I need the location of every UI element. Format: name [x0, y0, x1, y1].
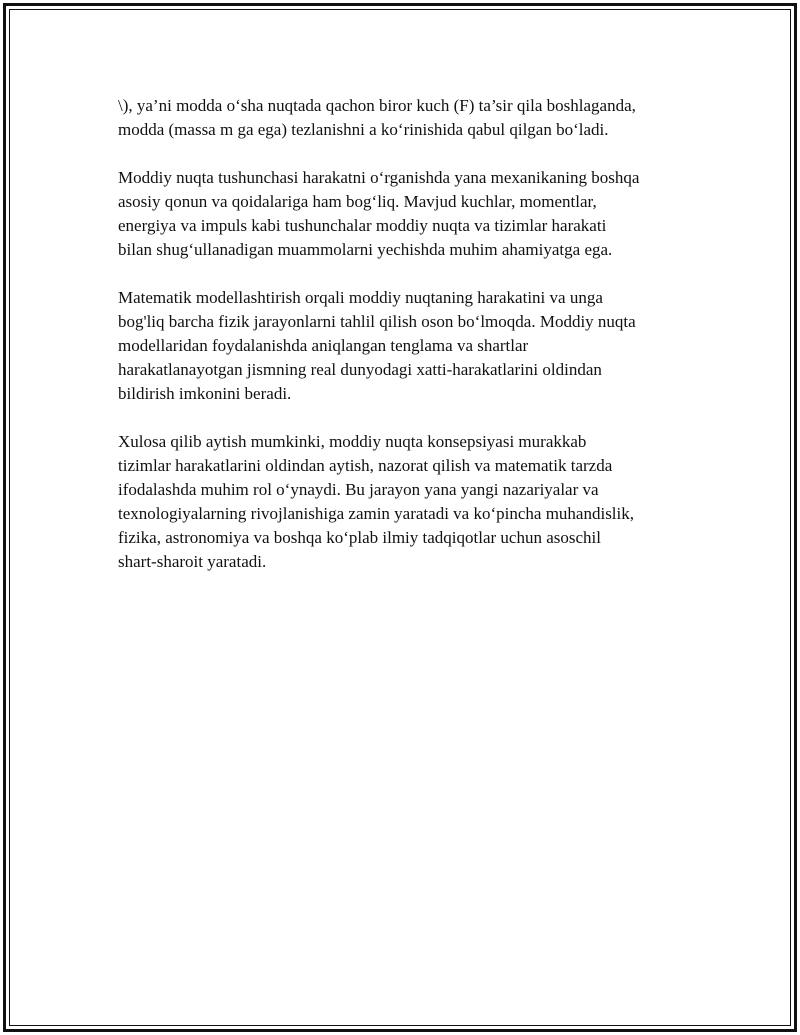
paragraph-1: \), ya’ni modda oʻsha nuqtada qachon biror kuch (F) ta’sir qila boshlaganda, modda (massa m ga ega) tezlanishni a koʻrinishida qabul qilgan boʻladi. [118, 96, 636, 139]
document-body [118, 94, 693, 598]
paragraph-4: Xulosa qilib aytish mumkinki, moddiy nuqta konsepsiyasi murakkab tizimlar harakatlarini oldindan aytish, nazorat qilish va matematik tarzda ifodalashda muhim rol oʻynaydi. Bu jarayon yana yangi nazariyalar va texnologiyalarning rivojlanishiga zamin yaratadi va koʻpincha muhandislik, fizika, astronomiya va boshqa koʻplab ilmiy tadqiqotlar uchun asoschil shart-sharoit yaratadi. [118, 432, 635, 571]
paragraph-2: Moddiy nuqta tushunchasi harakatni oʻrganishda yana mexanikaning boshqa asosiy qonun va qoidalariga ham bogʻliq. Mavjud kuchlar, momentlar, energiya va impuls kabi tushunchalar moddiy nuqta va tizimlar harakati bilan shugʻullanadigan muammolarni yechishda muhim ahamiyatga ega. [118, 168, 640, 259]
paragraph-3: Matematik modellashtirish orqali moddiy nuqtaning harakatini va unga bog'liq barcha fizik jarayonlarni tahlil qilish oson boʻlmoqda. Moddiy nuqta modellaridan foydalanishda aniqlangan tenglama va shartlar harakatlanayotgan jismning real dunyodagi xatti-harakatlarini oldindan bildirish imkonini beradi. [118, 288, 636, 403]
